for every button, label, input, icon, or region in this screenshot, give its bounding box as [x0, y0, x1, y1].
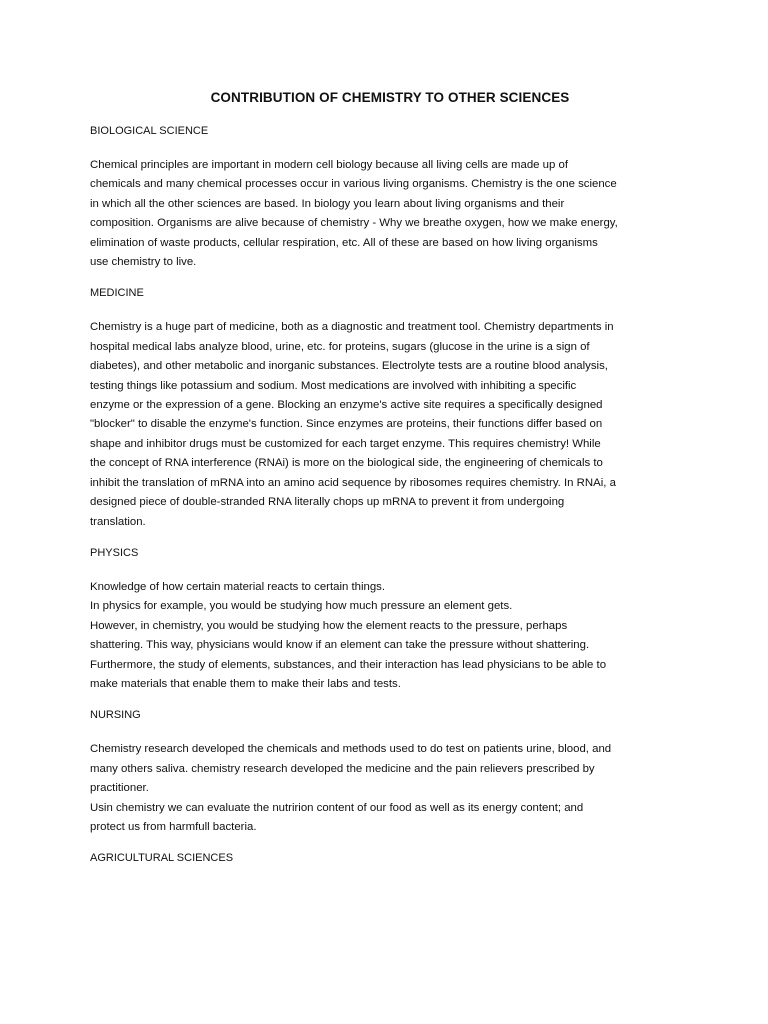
text-line: chemicals and many chemical processes occur in various living organisms. Chemistry is the one science [90, 178, 617, 191]
text-line: enzyme or the expression of a gene. Blocking an enzyme's active site requires a specifically designed [90, 399, 603, 412]
section-paragraph [90, 318, 690, 531]
document-title: CONTRIBUTION OF CHEMISTRY TO OTHER SCIENCES [210, 90, 570, 105]
document-page [90, 90, 690, 883]
text-line: translation. [90, 515, 146, 528]
section-heading: AGRICULTURAL SCIENCES [90, 852, 234, 865]
text-line: Chemistry research developed the chemicals and methods used to do test on patients urine, blood, and [90, 743, 612, 756]
text-line: in which all the other sciences are based. In biology you learn about living organisms and their [90, 197, 565, 210]
section-paragraph [90, 156, 690, 272]
text-line: protect us from harmfull bacteria. [90, 820, 257, 833]
text-line: elimination of waste products, cellular respiration, etc. All of these are based on how living organisms [90, 236, 598, 249]
text-line: In physics for example, you would be studying how much pressure an element gets. [90, 600, 513, 613]
text-line: composition. Organisms are alive because of chemistry - Why we breathe oxygen, how we make energy, [90, 217, 618, 230]
text-line: designed piece of double-stranded RNA literally chops up mRNA to prevent it from undergoing [90, 496, 565, 509]
section-medicine [90, 284, 690, 531]
text-line: shattering. This way, physicians would know if an element can take the pressure without shattering. [90, 639, 590, 652]
text-line: inhibit the translation of mRNA into an amino acid sequence by ribosomes requires chemistry. In RNAi, a [90, 476, 616, 489]
section-biological-science [90, 122, 690, 272]
section-agricultural-sciences [90, 849, 690, 867]
text-line: make materials that enable them to make their labs and tests. [90, 677, 401, 690]
section-heading: BIOLOGICAL SCIENCE [90, 125, 209, 137]
text-line: Chemistry is a huge part of medicine, both as a diagnostic and treatment tool. Chemistry departments in [90, 321, 614, 334]
text-line: shape and inhibitor drugs must be customized for each target enzyme. This requires chemistry! While [90, 437, 601, 450]
text-line: hospital medical labs analyze blood, urine, etc. for proteins, sugars (glucose in the urine is a sign of [90, 340, 590, 353]
section-heading: NURSING [90, 709, 141, 722]
section-heading: MEDICINE [90, 287, 144, 300]
text-line: the concept of RNA interference (RNAi) is more on the biological side, the engineering of chemicals to [90, 457, 603, 470]
text-line: practitioner. [90, 782, 149, 795]
text-line: Usin chemistry we can evaluate the nutririon content of our food as well as its energy content; and [90, 801, 584, 814]
section-paragraph [90, 578, 690, 694]
text-line: "blocker" to disable the enzyme's function. Since enzymes are proteins, their functions differ based on [90, 418, 603, 431]
section-heading: PHYSICS [90, 546, 139, 559]
text-line: Knowledge of how certain material reacts to certain things. [90, 580, 386, 593]
section-nursing [90, 706, 690, 837]
text-line: However, in chemistry, you would be studying how the element reacts to the pressure, perhaps [90, 619, 568, 632]
text-line: diabetes), and other metabolic and inorganic substances. Electrolyte tests are a routine blood analysis, [90, 360, 608, 373]
text-line: testing things like potassium and sodium. Most medications are involved with inhibiting a specific [90, 379, 577, 392]
text-line: Furthermore, the study of elements, substances, and their interaction has lead physicians to be able to [90, 658, 607, 671]
text-line: Chemical principles are important in modern cell biology because all living cells are made up of [90, 159, 569, 171]
text-line: many others saliva. chemistry research developed the medicine and the pain relievers prescribed by [90, 762, 595, 775]
section-paragraph [90, 740, 690, 837]
section-physics [90, 544, 690, 694]
text-line: use chemistry to live. [90, 256, 197, 269]
